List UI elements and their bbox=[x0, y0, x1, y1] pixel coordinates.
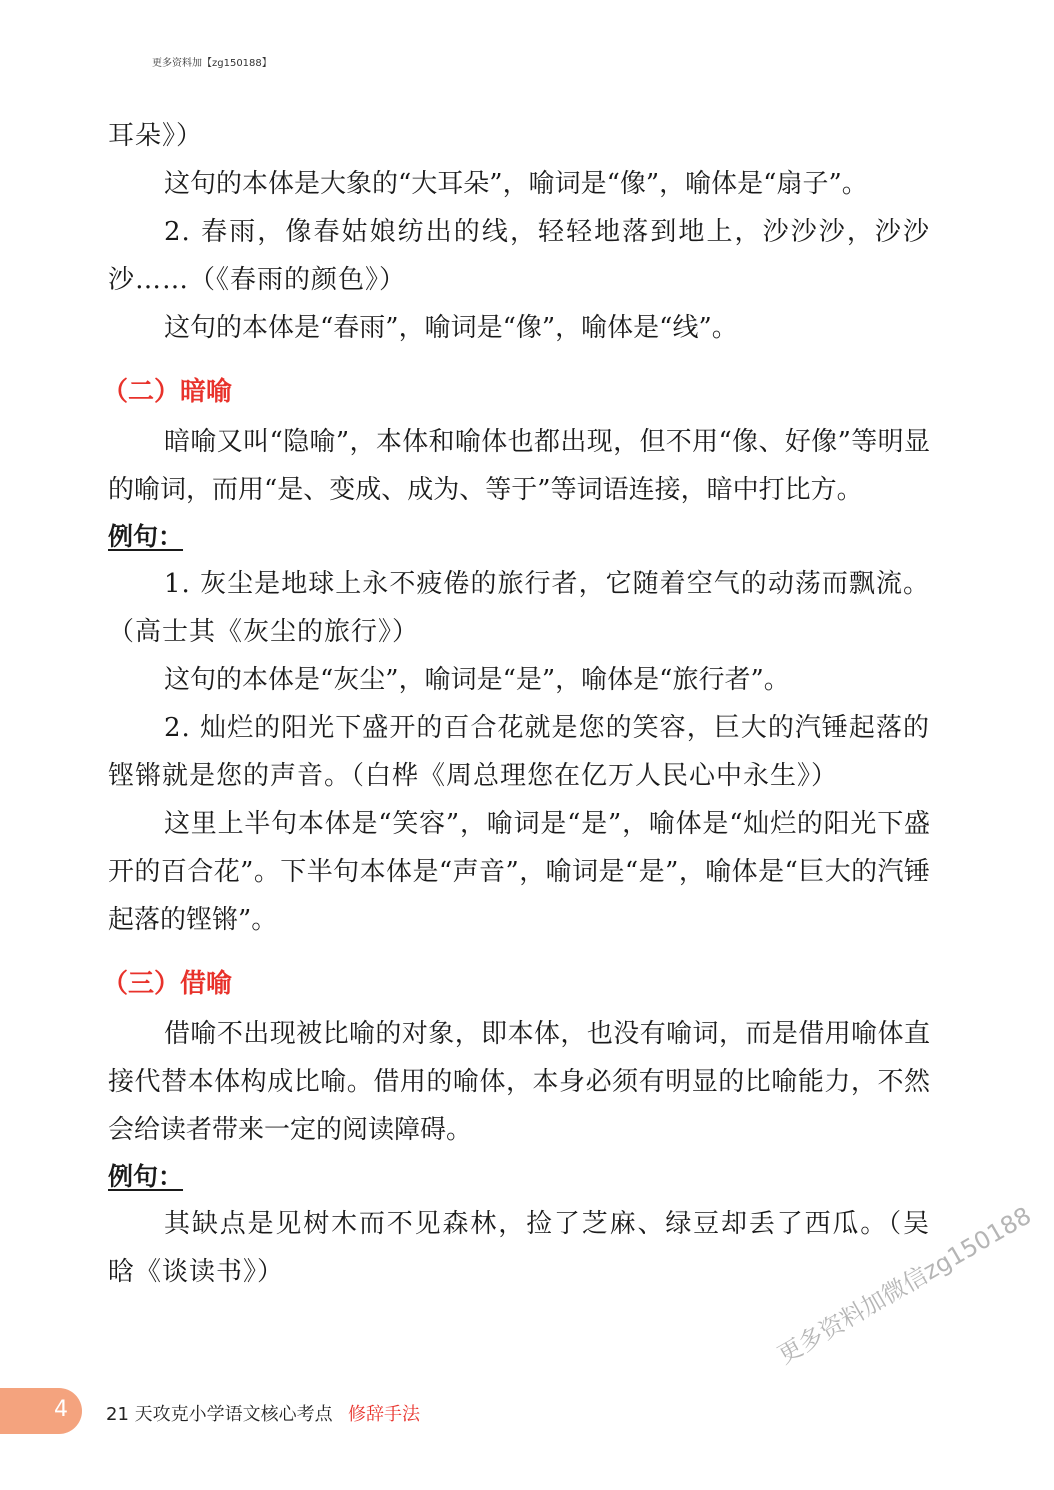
section-heading-borrowed-metaphor: （三）借喻 bbox=[102, 969, 233, 999]
section2-example-1: 1. 灰尘是地球上永不疲倦的旅行者，它随着空气的动荡而飘流。（高士其《灰尘的旅行》） bbox=[108, 569, 930, 647]
page-number: 4 bbox=[54, 1397, 68, 1422]
section2-example-2-note: 这里上半句本体是“笑容”，喻词是“是”，喻体是“灿烂的阳光下盛开的百合花”。下半句本体是“声音”，喻词是“是”，喻体是“巨大的汽锤起落的铿锵”。 bbox=[108, 809, 930, 935]
section3-description: 借喻不出现被比喻的对象，即本体，也没有喻词，而是借用喻体直接代替本体构成比喻。借用的喻体，本身必须有明显的比喻能力，不然会给读者带来一定的阅读障碍。 bbox=[108, 1019, 930, 1145]
section2-example-label: 例句： bbox=[108, 522, 184, 551]
intro-example-2-note: 这句的本体是“春雨”，喻词是“像”，喻体是“线”。 bbox=[164, 313, 738, 343]
section2-example-1-note: 这句的本体是“灰尘”，喻词是“是”，喻体是“旅行者”。 bbox=[164, 665, 790, 695]
top-note: 更多资料加【zg150188】 bbox=[152, 58, 272, 69]
section-heading-metaphor: （二）暗喻 bbox=[102, 377, 233, 407]
section2-description: 暗喻又叫“隐喻”，本体和喻体也都出现，但不用“像、好像”等明显的喻词，而用“是、变成、成为、等于”等词语连接，暗中打比方。 bbox=[108, 427, 930, 505]
intro-line-2: 这句的本体是大象的“大耳朵”，喻词是“像”，喻体是“扇子”。 bbox=[164, 169, 868, 199]
page-number-tab bbox=[0, 1388, 82, 1434]
section3-example-label: 例句： bbox=[108, 1162, 184, 1191]
book-section: 修辞手法 bbox=[348, 1404, 420, 1425]
section3-example-1: 其缺点是见树木而不见森林，捡了芝麻、绿豆却丢了西瓜。（吴晗《谈读书》） bbox=[108, 1209, 930, 1287]
book-title: 21 天攻克小学语文核心考点 bbox=[106, 1404, 333, 1425]
watermark: 更多资料加微信zg150188 bbox=[773, 1201, 1036, 1370]
intro-example-2: 2. 春雨，像春姑娘纺出的线，轻轻地落到地上，沙沙沙，沙沙沙……（《春雨的颜色》） bbox=[108, 217, 930, 295]
section2-example-2: 2. 灿烂的阳光下盛开的百合花就是您的笑容，巨大的汽锤起落的铿锵就是您的声音。（白桦《周总理您在亿万人民心中永生》） bbox=[108, 713, 930, 791]
intro-line-1: 耳朵》） bbox=[108, 121, 204, 151]
page-content bbox=[102, 112, 930, 1296]
